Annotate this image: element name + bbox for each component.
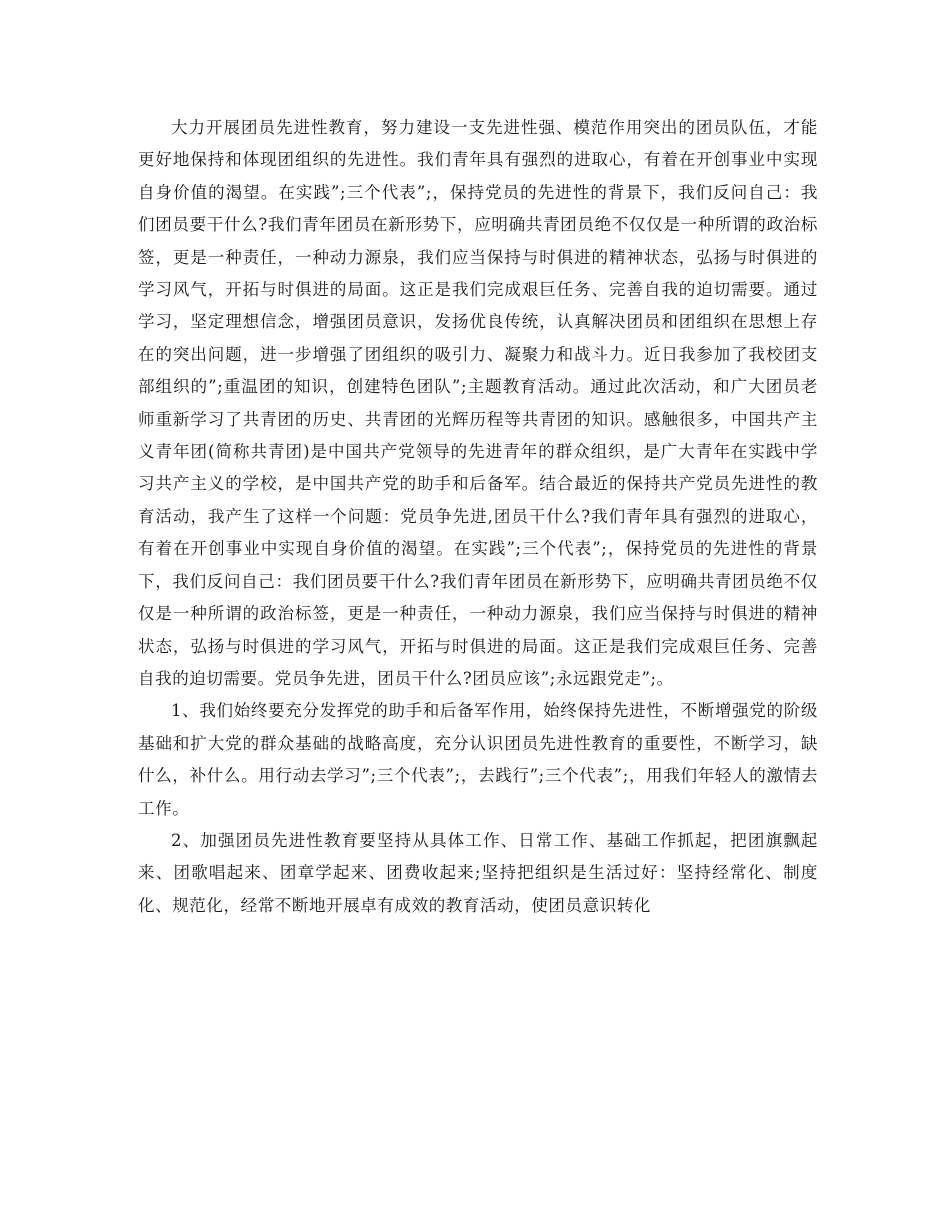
- document-body: [138, 112, 818, 922]
- paragraph-intro: 大力开展团员先进性教育，努力建设一支先进性强、模范作用突出的团员队伍，才能更好地保持和体现团组织的先进性。我们青年具有强烈的进取心，有着在开创事业中实现自身价值的渴望。在实践”;三个代表”;，保持党员的先进性的背景下，我们反问自己：我们团员要干什么?我们青年团员在新形势下，应明确共青团员绝不仅仅是一种所谓的政治标签，更是一种责任，一种动力源泉，我们应当保持与时俱进的精神状态，弘扬与时俱进的学习风气，开拓与时俱进的局面。这正是我们完成艰巨任务、完善自我的迫切需要。通过学习，坚定理想信念，增强团员意识，发扬优良传统，认真解决团员和团组织在思想上存在的突出问题，进一步增强了团组织的吸引力、凝聚力和战斗力。近日我参加了我校团支部组织的”;重温团的知识，创建特色团队”;主题教育活动。通过此次活动，和广大团员老师重新学习了共青团的历史、共青团的光辉历程等共青团的知识。感触很多，中国共产主义青年团(简称共青团)是中国共产党领导的先进青年的群众组织，是广大青年在实践中学习共产主义的学校，是中国共产党的助手和后备军。结合最近的保持共产党员先进性的教育活动，我产生了这样一个问题：党员争先进,团员干什么?我们青年具有强烈的进取心，有着在开创事业中实现自身价值的渴望。在实践”;三个代表”;，保持党员的先进性的背景下，我们反问自己：我们团员要干什么?我们青年团员在新形势下，应明确共青团员绝不仅仅是一种所谓的政治标签，更是一种责任，一种动力源泉，我们应当保持与时俱进的精神状态，弘扬与时俱进的学习风气，开拓与时俱进的局面。这正是我们完成艰巨任务、完善自我的迫切需要。党员争先进，团员干什么?团员应该”;永远跟党走”;。: [138, 118, 818, 688]
- paragraph-point-1: 1、我们始终要充分发挥党的助手和后备军作用，始终保持先进性，不断增强党的阶级基础和扩大党的群众基础的战略高度，充分认识团员先进性教育的重要性，不断学习，缺什么，补什么。用行动去学习”;三个代表”;，去践行”;三个代表”;，用我们年轻人的激情去工作。: [138, 701, 818, 818]
- paragraph-point-2: 2、加强团员先进性教育要坚持从具体工作、日常工作、基础工作抓起，把团旗飘起来、团歌唱起来、团章学起来、团费收起来;坚持把组织是生活过好：坚持经常化、制度化、规范化，经常不断地开展卓有成效的教育活动，使团员意识转化: [138, 830, 818, 915]
